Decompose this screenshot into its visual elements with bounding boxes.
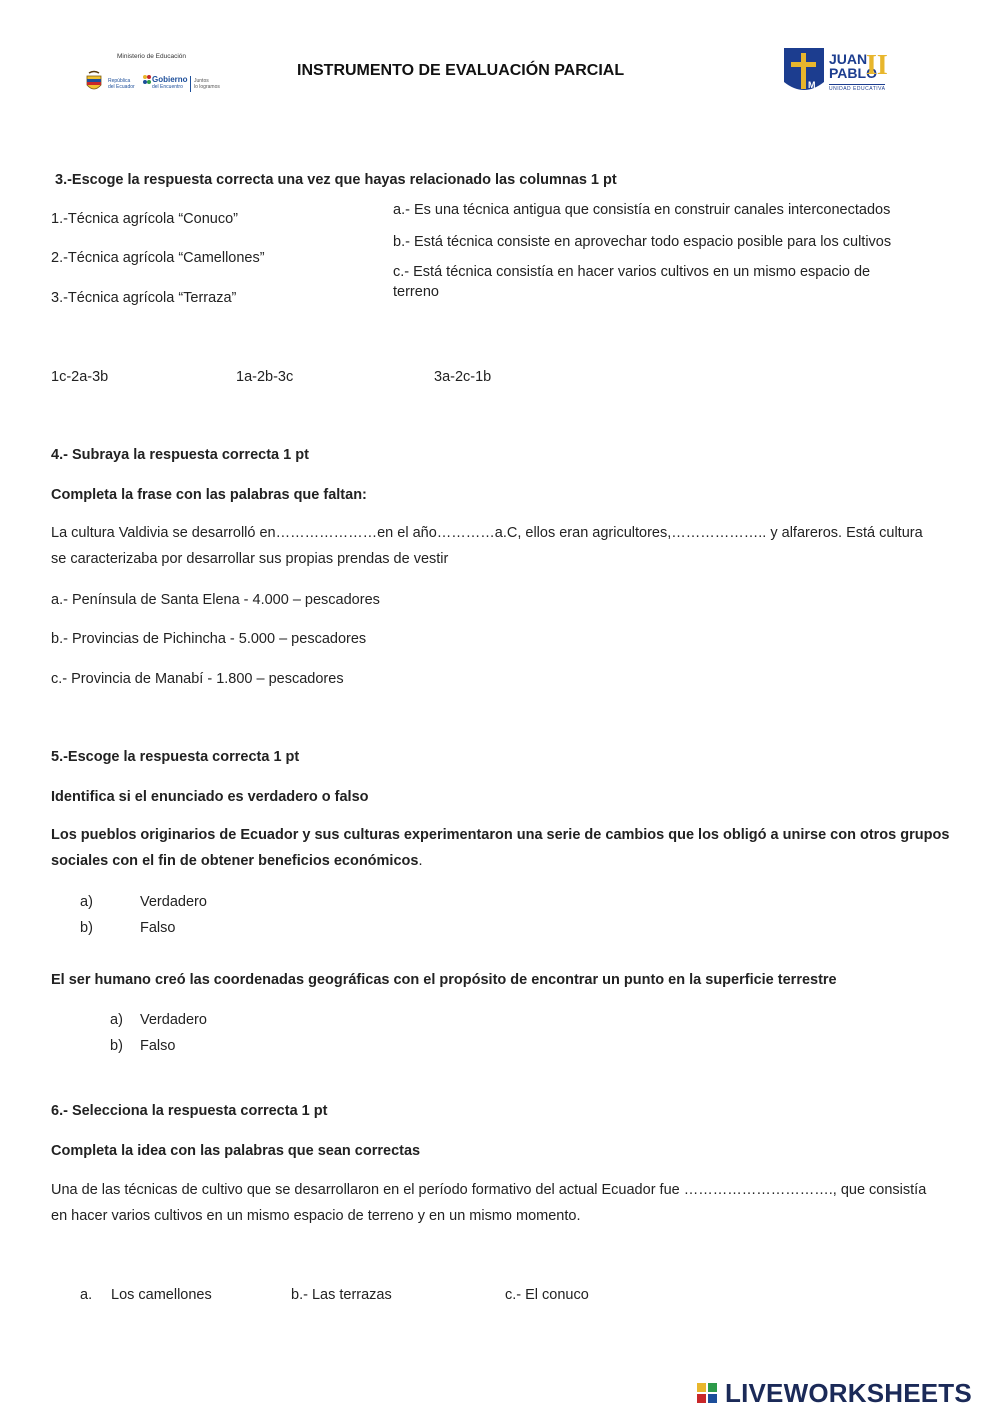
ministry-label: Ministerio de Educación [117,53,187,60]
q5-s1-option-marker: a) [80,894,93,910]
q5-s2-option-marker: a) [110,1012,123,1028]
q3-right-item: c.- Está técnica consistía en hacer varios cultivos en un mismo espacio de terreno [393,264,871,300]
q3-heading: 3.-Escoge la respuesta correcta una vez que hayas relacionado las columnas 1 pt [55,172,617,188]
q6-option[interactable]: Los camellones [111,1287,212,1303]
q5-statement-2: El ser humano creó las coordenadas geográficas con el propósito de encontrar un punto en la superficie terrestre [51,972,837,988]
gobierno-slogan-2: lo logramos [194,84,220,90]
svg-text:M: M [808,80,816,90]
q3-left-item: 1.-Técnica agrícola “Conuco” [51,211,238,227]
ecuador-coat-of-arms-icon [84,70,104,94]
gobierno-subtitle: del Encuentro [152,84,183,90]
page-title: INSTRUMENTO DE EVALUACIÓN PARCIAL [297,62,625,79]
q4-sentence: La cultura Valdivia se desarrolló en…………………en el año…………a.C, ellos eran agricultores,……………….. y alfareros. Está cultura se caracterizaba por desarrollar sus propias prendas de vestir [51,525,923,567]
q5-s2-option-marker: b) [110,1038,123,1054]
logo-square-icon [697,1394,706,1403]
gobierno-slogan-1: Juntos [194,78,209,84]
logo-square-icon [708,1383,717,1392]
q3-left-item: 3.-Técnica agrícola “Terraza” [51,290,237,306]
q6-option[interactable]: b.- Las terrazas [291,1287,392,1303]
ecuador-text-1: República [108,78,131,84]
gobierno-emblem-icon [142,74,152,88]
q5-subheading: Identifica si el enunciado es verdadero o falso [51,789,369,805]
q3-answer-option[interactable]: 3a-2c-1b [434,369,492,385]
q6-subheading: Completa la idea con las palabras que sean correctas [51,1143,421,1159]
school-numeral: II [866,50,888,81]
q3-right-item: a.- Es una técnica antigua que consistía en construir canales interconectados [393,202,891,218]
logo-square-icon [697,1383,706,1392]
school-name-juan: JUAN [829,51,868,67]
brand-name: LIVEWORKSHEETS [725,1378,972,1408]
q4-heading: 4.- Subraya la respuesta correcta 1 pt [51,447,309,463]
school-unit: UNIDAD EDUCATIVA [829,86,886,92]
q5-statement-1-end: . [418,853,423,869]
q5-s1-option-marker: b) [80,920,93,936]
gobierno-divider [190,76,191,92]
gobierno-logo [142,72,232,98]
q3-right-item: b.- Está técnica consiste en aprovechar todo espacio posible para los cultivos [393,234,892,250]
q3-answer-option[interactable]: 1a-2b-3c [236,369,294,385]
q6-option-marker: a. [80,1287,93,1303]
liveworksheets-logo [697,1378,995,1412]
q6-sentence: Una de las técnicas de cultivo que se desarrollaron en el período formativo del actual Ecuador fue …………………………., que consistía en hacer varios cultivos en un mismo espacio de terreno y en un mismo momento. [51,1182,927,1224]
q5-s1-option-true[interactable]: Verdadero [140,894,207,910]
q6-option[interactable]: c.- El conuco [505,1287,589,1303]
gobierno-title: Gobierno [152,75,188,84]
q5-s2-option-true[interactable]: Verdadero [140,1012,207,1028]
q6-heading: 6.- Selecciona la respuesta correcta 1 pt [51,1103,328,1119]
q4-subheading: Completa la frase con las palabras que faltan: [51,487,367,503]
q5-s1-option-false[interactable]: Falso [140,920,176,936]
q4-option[interactable]: c.- Provincia de Manabí - 1.800 – pescadores [51,671,344,687]
school-name-pablo: PABLO [829,65,877,81]
q5-heading: 5.-Escoge la respuesta correcta 1 pt [51,749,300,765]
q3-left-item: 2.-Técnica agrícola “Camellones” [51,250,265,266]
q4-option[interactable]: a.- Península de Santa Elena - 4.000 – pescadores [51,592,380,608]
ecuador-text-2: del Ecuador [108,84,135,90]
q4-option[interactable]: b.- Provincias de Pichincha - 5.000 – pescadores [51,631,367,647]
q5-statement-1 [51,822,951,874]
school-shield-icon [783,46,825,101]
logo-square-icon [708,1394,717,1403]
q3-answer-option[interactable]: 1c-2a-3b [51,369,109,385]
q5-s2-option-false[interactable]: Falso [140,1038,176,1054]
q5-statement-1-text: Los pueblos originarios de Ecuador y sus culturas experimentaron una serie de cambios que los obligó a unirse con otros grupos sociales con el fin de obtener beneficios económicos [51,827,950,869]
